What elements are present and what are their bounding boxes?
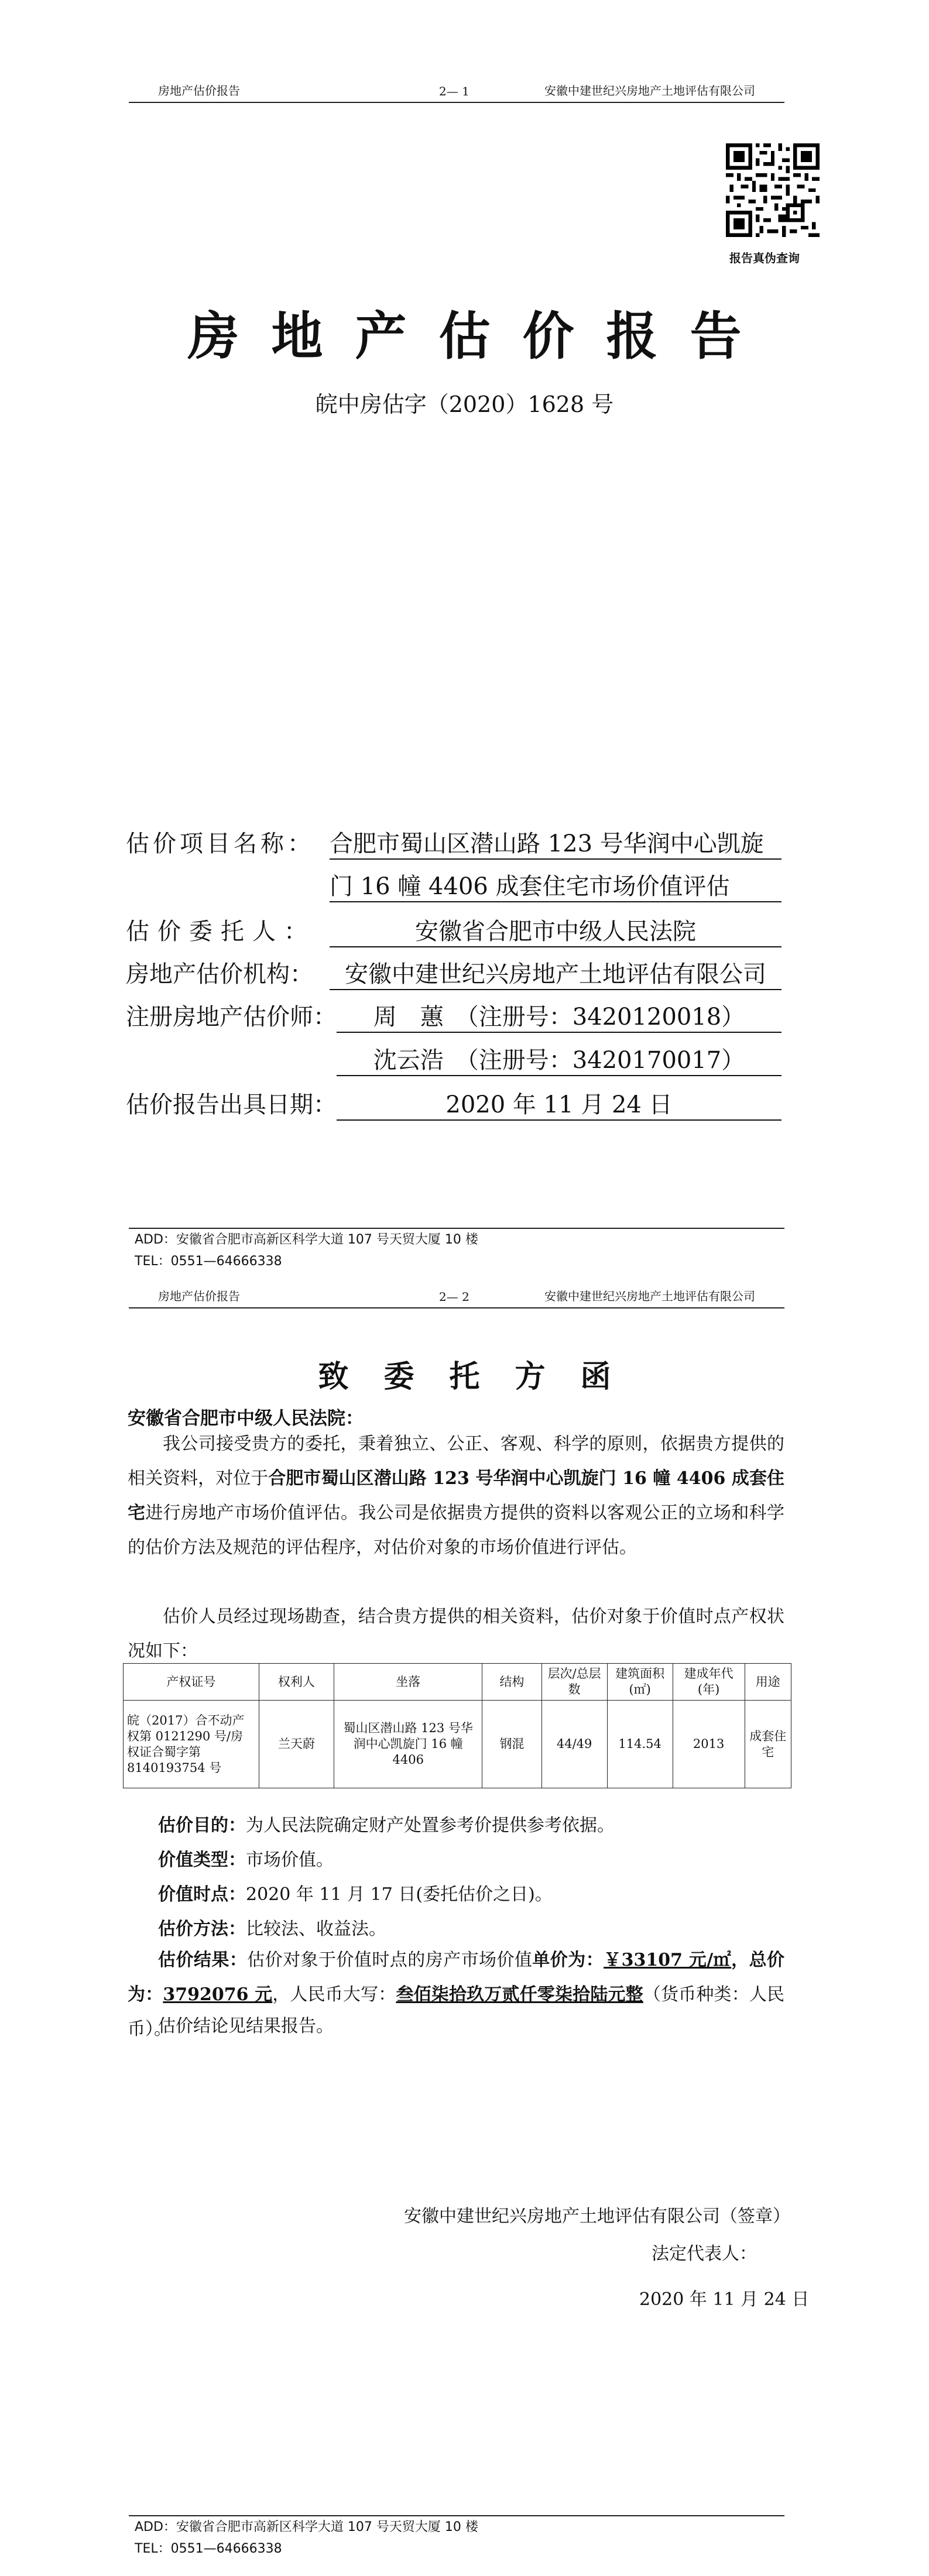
p1-property-address: 合肥市蜀山区潜山路 123 号华润中心凯旋门 16 幢 4406 成套住宅 <box>128 1468 784 1523</box>
result-unit-label: 单价为： <box>532 1950 604 1970</box>
table-header-row <box>124 1664 791 1701</box>
footer-address-2: ADD：安徽省合肥市高新区科学大道 107 号天贸大厦 10 楼 <box>135 2520 478 2534</box>
purpose-label: 估价目的： <box>158 1815 246 1836</box>
letter-title: 致委托方函 <box>318 1359 646 1395</box>
table-header-cell: 建筑面积(㎡) <box>607 1664 673 1701</box>
header-company-2: 安徽中建世纪兴房地产土地评估有限公司 <box>544 1289 755 1303</box>
issue-date-value: 2020 年 11 月 24 日 <box>337 1086 781 1121</box>
table-cell-floor: 44/49 <box>541 1701 607 1788</box>
p1-text-a: 我公司接受贵方的委托，秉着独立、公正、客观、科学的原则，依据贵方提供的相关资料，对位于 <box>128 1434 784 1489</box>
signature-date: 2020 年 11 月 24 日 <box>639 2289 810 2310</box>
header-left: 房地产估价报告 <box>158 84 240 98</box>
value-type-label: 价值类型： <box>158 1850 246 1870</box>
project-row <box>126 825 314 858</box>
table-cell-location: 蜀山区潜山路 123 号华润中心凯旋门 16 幢 4406 <box>334 1701 482 1788</box>
letter-paragraph-2: 估价人员经过现场勘查，结合贵方提供的相关资料，估价对象于价值时点产权状况如下： <box>128 1606 784 1661</box>
signature-company: 安徽中建世纪兴房地产土地评估有限公司（签章） <box>404 2206 790 2227</box>
property-rights-table <box>123 1663 791 1788</box>
purpose-value: 为人民法院确定财产处置参考价提供参考依据。 <box>246 1815 615 1836</box>
client-value: 安徽省合肥市中级人民法院 <box>330 913 781 947</box>
appraiser-row <box>126 998 337 1032</box>
table-cell-cert-no: 皖（2017）合不动产权第 0121290 号/房权证合蜀字第 8140193754 号 <box>124 1701 259 1788</box>
issue-date-label: 估价报告出具日期： <box>126 1091 337 1118</box>
header-company: 安徽中建世纪兴房地产土地评估有限公司 <box>544 84 755 98</box>
table-header-cell: 坐落 <box>334 1664 482 1701</box>
table-header-cell: 产权证号 <box>124 1664 259 1701</box>
signature-legal-rep: 法定代表人： <box>652 2244 757 2264</box>
qr-caption: 报告真伪查询 <box>729 251 800 265</box>
method-value: 比较法、收益法。 <box>246 1919 386 1939</box>
table-cell-area: 114.54 <box>607 1701 673 1788</box>
value-date-value: 2020 年 11 月 17 日(委托估价之日)。 <box>246 1884 553 1905</box>
agency-value: 安徽中建世纪兴房地产土地评估有限公司 <box>330 956 781 990</box>
table-header-cell: 权利人 <box>259 1664 334 1701</box>
client-label: 估价委托人： <box>126 918 316 945</box>
appraiser-1: 周 蕙 （注册号：3420120018） <box>337 998 781 1033</box>
result-unit-price: ￥33107 元/㎡ <box>604 1950 732 1970</box>
result-total-price: 3792076 元 <box>163 1984 273 2005</box>
page-header <box>129 82 784 103</box>
result-text-a: 估价对象于价值时点的房产市场价值 <box>247 1950 533 1970</box>
result-total-label: ，总价为： <box>128 1950 785 2005</box>
table-cell-structure: 钢混 <box>482 1701 541 1788</box>
table-header-cell: 结构 <box>482 1664 541 1701</box>
project-label: 估价项目名称： <box>126 830 314 857</box>
footer-tel-2: TEL：0551—64666338 <box>135 2541 282 2556</box>
table-header-cell: 建成年代(年) <box>673 1664 745 1701</box>
result-text-c: （货币种类：人民币）。 <box>128 1984 785 2039</box>
p1-text-c: 进行房地产市场价值评估。我公司是依据贵方提供的资料以客观公正的立场和科学的估价方法及规范的评估程序，对估价对象的市场价值进行评估。 <box>128 1503 785 1558</box>
value-type-line <box>158 1845 334 1871</box>
table-row <box>124 1701 791 1788</box>
project-value-line2: 门 16 幢 4406 成套住宅市场价值评估 <box>330 868 781 902</box>
qr-code-icon[interactable] <box>726 143 820 237</box>
client-row <box>126 913 316 946</box>
document-number: 皖中房估字（2020）1628 号 <box>315 391 614 417</box>
table-header-cell: 用途 <box>745 1664 791 1701</box>
header-page-number-2: 2— 2 <box>439 1290 469 1304</box>
value-type-value: 市场价值。 <box>246 1850 334 1870</box>
report-title: 房地产估价报告 <box>187 305 774 366</box>
value-date-label: 价值时点： <box>158 1884 246 1905</box>
result-amount-words: 叁佰柒拾玖万贰仟零柒拾陆元整 <box>396 1984 643 2005</box>
footer-address: ADD：安徽省合肥市高新区科学大道 107 号天贸大厦 10 楼 <box>135 1232 478 1247</box>
appraiser-2: 沈云浩 （注册号：3420170017） <box>337 1042 781 1076</box>
value-date-line <box>158 1880 553 1905</box>
purpose-line <box>158 1811 615 1836</box>
letter-paragraph-1 <box>128 1427 784 1565</box>
result-label: 估价结果： <box>158 1950 248 1970</box>
table-cell-year: 2013 <box>673 1701 745 1788</box>
appraiser-label: 注册房地产估价师： <box>126 1004 337 1031</box>
issue-date-row <box>126 1086 337 1119</box>
method-label: 估价方法： <box>158 1919 246 1939</box>
result-text-b: ，人民币大写： <box>272 1984 396 2005</box>
page-footer <box>129 1228 784 1272</box>
table-cell-owner: 兰天蔚 <box>259 1701 334 1788</box>
header-left-2: 房地产估价报告 <box>158 1289 240 1303</box>
agency-label: 房地产估价机构： <box>126 961 313 988</box>
footer-tel: TEL：0551—64666338 <box>135 1254 282 1269</box>
page-footer-2 <box>129 2515 784 2560</box>
table-header-cell: 层次/总层数 <box>541 1664 607 1701</box>
project-value-line1: 合肥市蜀山区潜山路 123 号华润中心凯旋 <box>330 825 781 860</box>
page-header-2 <box>129 1287 784 1308</box>
agency-row <box>126 956 313 989</box>
conclusion-line: 估价结论见结果报告。 <box>158 2016 334 2036</box>
method-line <box>158 1914 386 1940</box>
letter-addressee: 安徽省合肥市中级人民法院： <box>128 1408 364 1429</box>
header-page-number: 2— 1 <box>439 84 469 98</box>
table-cell-use: 成套住宅 <box>745 1701 791 1788</box>
